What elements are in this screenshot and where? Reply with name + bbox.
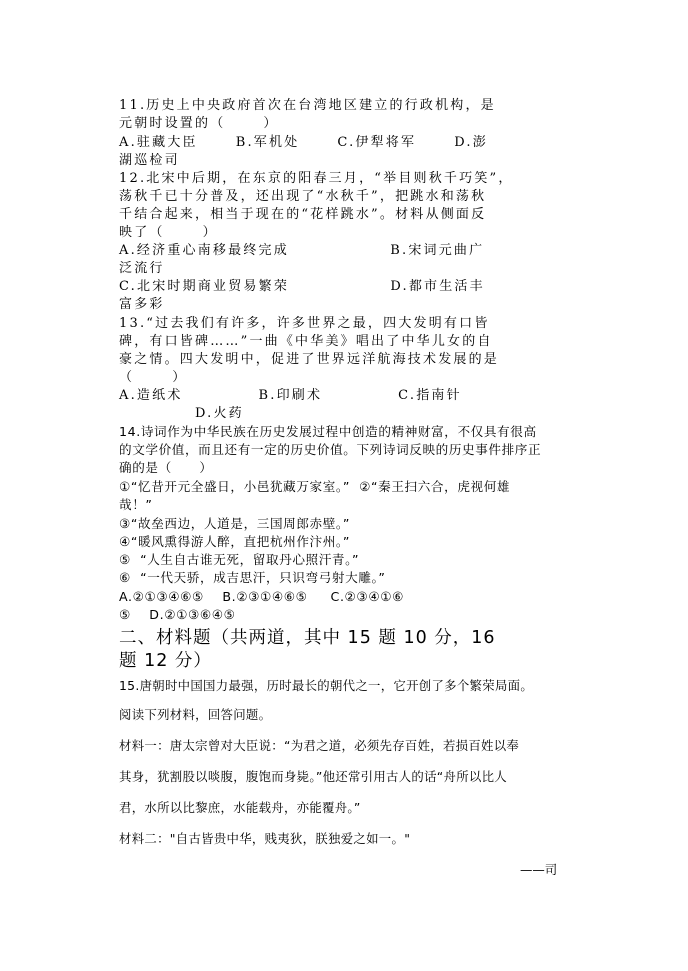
q14-options-wrap: ⑤ D.②①③⑥④⑤ (119, 607, 236, 622)
q11-stem-line-1: 11.历史上中央政府首次在台湾地区建立的行政机构，是 (119, 98, 496, 113)
q13-stem-line-3: 豪之情。四大发明中，促进了世界远洋航海技术发展的是 (119, 352, 500, 367)
q11-options-wrap: 湖巡检司 (119, 153, 180, 168)
q14-poem-2-wrap: 哉！” (119, 497, 153, 512)
section-heading-line-1: 二、材料题（共两道，其中 15 题 10 分，16 (119, 628, 496, 648)
q11-stem-line-2: 元朝时设置的（ ） (119, 116, 279, 131)
q15-material-1-line-3: 君，水所以比黎庶，水能载舟，亦能覆舟。” (119, 800, 361, 815)
q12-stem-line-4: 映了（ ） (119, 225, 218, 240)
q12-options-wrap-2: 富多彩 (119, 297, 165, 312)
q14-stem-line-1: 14.诗词作为中华民族在历史发展过程中创造的精神财富，不仅具有很高 (119, 424, 537, 439)
q14-poem-1-2: ①“忆昔开元全盛日，小邑犹藏万家室。” ②“秦王扫六合，虎视何雄 (119, 479, 511, 494)
section-heading-line-2: 题 12 分） (119, 651, 212, 671)
q15-intro-line-1: 15.唐朝时中国国力最强，历时最长的朝代之一，它开创了多个繁荣局面。 (119, 678, 534, 693)
q12-options-wrap-1: 泛流行 (119, 261, 165, 276)
q15-material-2: 材料二："自古皆贵中华，贱夷狄，朕独爱之如一。" (119, 831, 411, 846)
q12-stem-line-2: 荡秋千已十分普及，还出现了“水秋千”，把跳水和荡秋 (119, 189, 487, 204)
q11-options-line: A.驻藏大臣 B.军机处 C.伊犁将军 D.澎 (119, 135, 488, 150)
q15-material-1-line-2: 其身，犹割股以啖腹，腹饱而身毙。”他还常引用古人的话“舟所以比人 (119, 769, 507, 784)
q14-poem-4: ④“暖风熏得游人醉，直把杭州作汴州。” (119, 534, 350, 549)
q14-poem-6: ⑥ “一代天骄，成吉思汗，只识弯弓射大雕。” (119, 570, 386, 585)
q13-options-wrap: D.火药 (119, 406, 244, 421)
q15-intro-line-2: 阅读下列材料，回答问题。 (119, 707, 272, 722)
q13-stem-line-1: 13.“过去我们有许多，许多世界之最，四大发明有口皆 (119, 316, 490, 331)
q14-poem-5: ⑤ “人生自古谁无死，留取丹心照汗青。” (119, 552, 360, 567)
q14-stem-line-3: 确的是（ ） (119, 460, 213, 475)
q12-options-line-1: A.经济重心南移最终完成 B.宋词元曲广 (119, 243, 485, 258)
q15-material-2-source: ——司 (520, 862, 558, 877)
q12-stem-line-1: 12.北宋中后期，在东京的阳春三月，“举目则秋千巧笑”， (119, 171, 514, 186)
q14-options-line: A.②①③④⑥⑤ B.②③①④⑥⑤ C.②③④①⑥ (119, 589, 404, 604)
q12-stem-line-3: 千结合起来，相当于现在的“花样跳水”。材料从侧面反 (119, 207, 487, 222)
q13-stem-line-4: （ ） (119, 370, 188, 385)
q13-stem-line-2: 碑，有口皆碑……”一曲《中华美》唱出了中华儿女的自 (119, 334, 493, 349)
q13-options-line: A.造纸术 B.印刷术 C.指南针 (119, 388, 462, 403)
q14-stem-line-2: 的文学价值，而且还有一定的历史价值。下列诗词反映的历史事件排序正 (119, 442, 542, 457)
q12-options-line-2: C.北宋时期商业贸易繁荣 D.都市生活丰 (119, 279, 485, 294)
q14-poem-3: ③“故垒西边，人道是，三国周郎赤壁。” (119, 516, 350, 531)
q15-material-1-line-1: 材料一：唐太宗曾对大臣说：“为君之道，必须先存百姓，若损百姓以奉 (119, 738, 520, 753)
